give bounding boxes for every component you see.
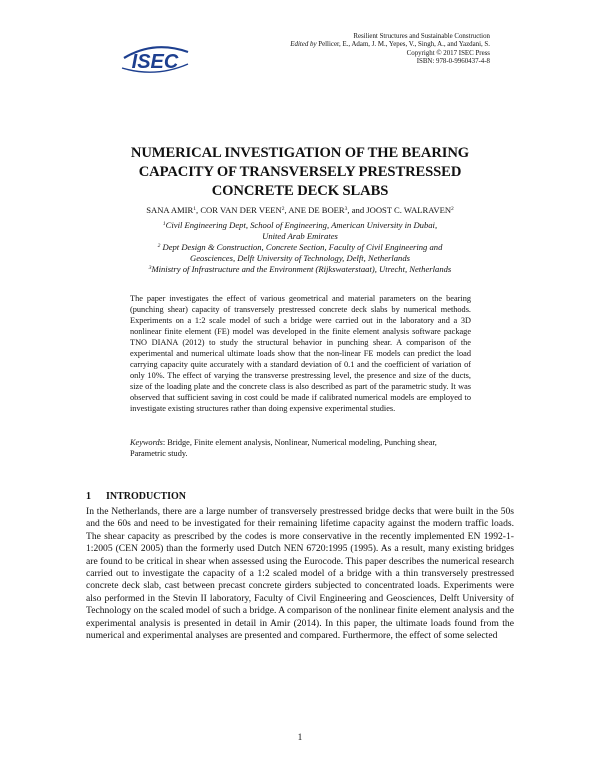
affiliation-sup: 2	[157, 243, 161, 249]
affiliation-line: Dept Design & Construction, Concrete Section, Faculty of Civil Engineering and	[160, 242, 443, 252]
editors: Pellicer, E., Adam, J. M., Yepes, V., Singh, A., and Yazdani, S.	[318, 41, 490, 49]
affiliation-line: Civil Engineering Dept, School of Engineering, American University in Dubai,	[165, 220, 438, 230]
title-line: NUMERICAL INVESTIGATION OF THE BEARING	[130, 145, 470, 161]
author-name: ANE DE BOER	[288, 205, 345, 215]
keywords-label: Keywords	[130, 438, 163, 447]
affiliation-line: Ministry of Infrastructure and the Environment (Rijkswaterstaat), Utrecht, Netherlands	[151, 264, 452, 274]
affiliation-sup: 3	[148, 265, 152, 271]
author-sup: 2	[451, 206, 454, 212]
section-heading	[86, 491, 186, 502]
publication-header	[230, 33, 490, 67]
affiliation-3	[60, 264, 540, 275]
author-separator: ,	[196, 205, 201, 215]
affiliation-sup: 1	[162, 221, 166, 227]
section-title: INTRODUCTION	[106, 491, 187, 502]
author-name: SANA AMIR	[146, 205, 194, 215]
header-line-3: Copyright © 2017 ISEC Press	[406, 49, 490, 57]
keywords	[130, 437, 471, 459]
logo-text: ISEC	[131, 51, 179, 73]
author-name: COR VAN DER VEEN	[200, 205, 282, 215]
page-number: 1	[297, 733, 303, 743]
author-sup: 1	[193, 206, 197, 212]
header-line-1: Resilient Structures and Sustainable Construction	[353, 33, 490, 40]
affiliation-2	[60, 242, 540, 265]
author-separator: ,	[284, 205, 289, 215]
author-name: JOOST C. WALRAVEN	[366, 205, 452, 215]
affiliation-1	[60, 220, 540, 243]
author-separator: , and	[347, 205, 367, 215]
affiliation-line: United Arab Emirates	[262, 231, 338, 242]
isec-logo	[118, 38, 192, 78]
paper-title	[70, 144, 530, 201]
title-line: CONCRETE DECK SLABS	[211, 183, 389, 199]
affiliation-line: Geosciences, Delft University of Technology, Delft, Netherlands	[190, 253, 410, 264]
title-line: CAPACITY OF TRANSVERSELY PRESTRESSED	[138, 164, 462, 180]
keywords-text: : Bridge, Finite element analysis, Nonlinear, Numerical modeling, Punching shear, Parametric study.	[130, 438, 437, 458]
edited-by-label: Edited by	[290, 41, 317, 49]
author-list	[60, 205, 540, 215]
header-line-4: ISBN: 978-0-9960437-4-8	[416, 58, 490, 66]
body-paragraph: In the Netherlands, there are a large number of transversely prestressed bridge decks that were built in the 50s and the 60s and need to be investigated for their remaining lifetime capacity against the modern traffic loads. The shear capacity as prescribed by the codes is more conservative in the recently implemented EN 1992-1-1:2005 (CEN 2005) than the formerly used Dutch NEN 6720:1995 (1995). As a result, many existing bridges are found to be critical in shear when assessed using the Eurocode. This paper describes the numerical research carried out to investigate the capacity of a 1:2 scaled model of a bridge with a thin transversely prestressed concrete deck slab, cast between precast concrete girders subjected to concentrated loads. Experiments were also performed in the Stevin II laboratory, Faculty of Civil Engineering and Geosciences, Delft University of Technology on the scaled model of such a bridge. A comparison of the nonlinear finite element analysis and the experimental analysis is presented in detail in Amir (2014). In this paper, the ultimate loads found from the numerical and experimental analyses are presented and compared. Furthermore, the effect of some selected	[86, 506, 514, 642]
author-sup: 2	[281, 206, 285, 212]
header-line-2	[230, 41, 490, 49]
author-sup: 3	[344, 206, 348, 212]
abstract: The paper investigates the effect of various geometrical and material parameters on the bearing (punching shear) capacity of transversely prestressed concrete deck slabs by numerical methods. Experiments on a 1:2 scale model of such a bridge were carried out in the laboratory and a 3D nonlinear finite element (FE) model was developed in the finite element analysis software package TNO DIANA (2012) to study the structural behavior in punching shear. A comparison of the experimental and numerical ultimate loads show that the non-linear FE models can predict the load carrying capacity quite accurately with a standard deviation of 0.1 and the coefficient of variation of only 10%. The effect of varying the transverse prestressing level, the presence and size of the ducts, size of the loading plate and the concrete class is also described as part of the parametric study. It was observed that sufficient saving in cost could be made if calibrated numerical models are employed to investigate existing structures rather than doing expensive experimental studies.	[130, 294, 471, 413]
section-number: 1	[86, 491, 91, 502]
